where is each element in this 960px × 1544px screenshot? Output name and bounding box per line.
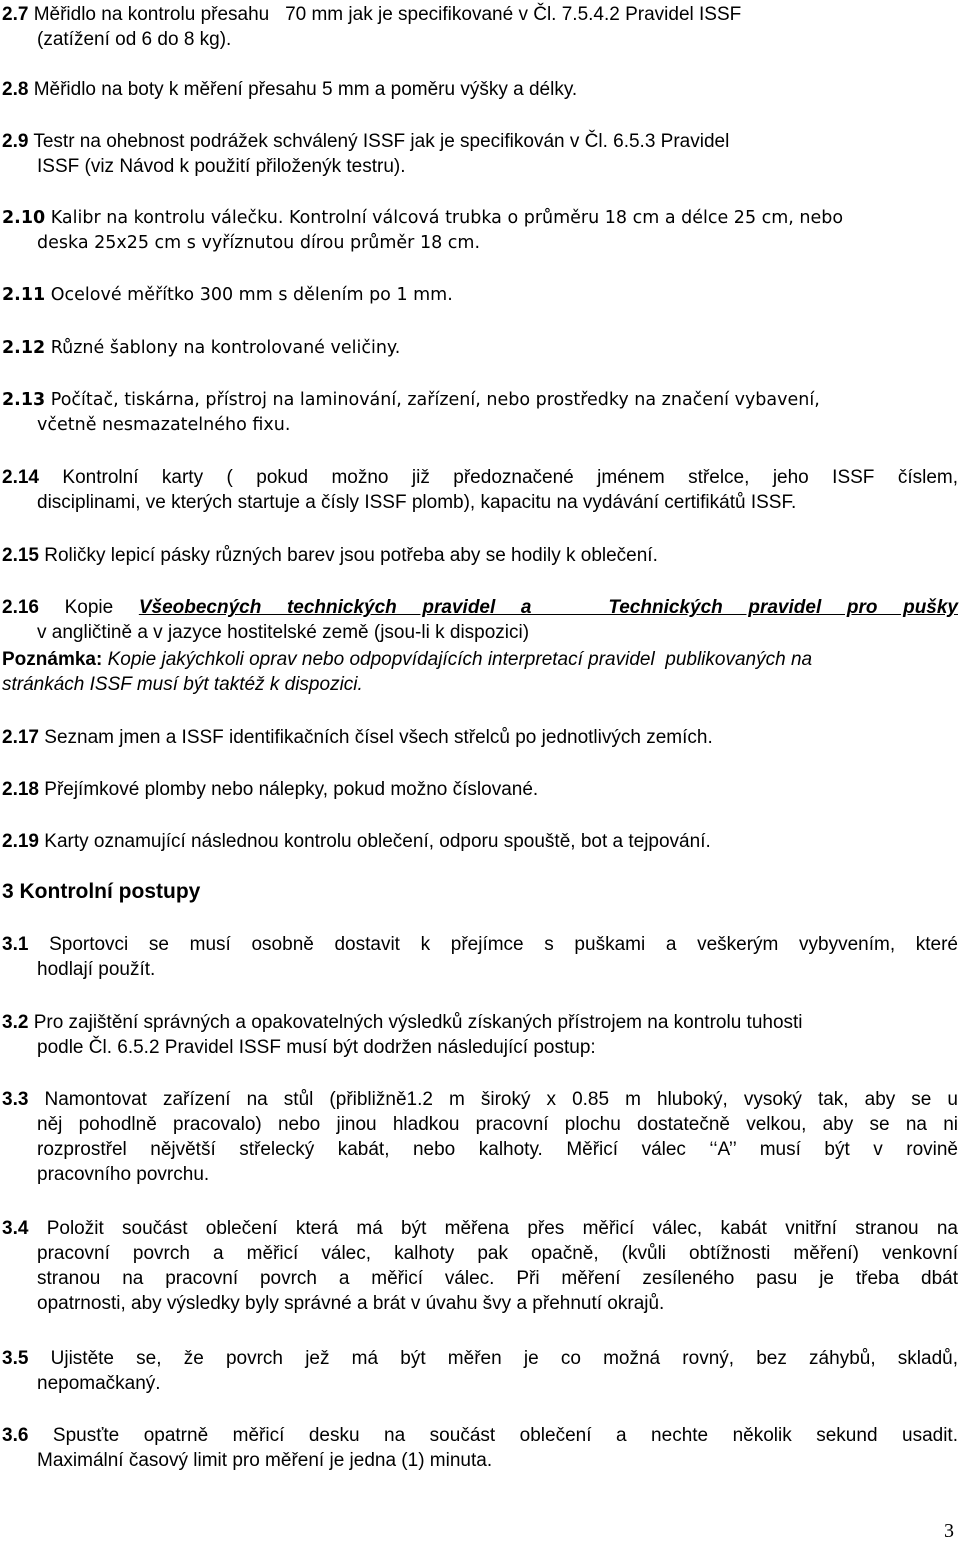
item-text-cont: deska 25x25 cm s vyříznutou dírou průměr 18 cm. [37,233,481,253]
item-text: Testr na ohebnost podrážek schválený ISSF jak je specifikován v Čl. 6.5.3 Pravidel [33,131,730,152]
list-item-2-18 [2,777,958,802]
rules-title-emphasis: Všeobecných technických pravidel a Technických pravidel pro pušky [138,597,958,618]
item-number: 2.7 [2,4,29,25]
item-number: 2.17 [2,727,39,748]
item-text: Přejímkové plomby nebo nálepky, pokud možno číslované. [44,779,539,800]
item-text-cont: nepomačkaný. [37,1373,161,1394]
item-text-cont: pracovní povrch a měřicí válec, kalhoty pak opačně, (kvůli obtížnosti měření) venkovní [37,1243,958,1264]
note-text: Kopie jakýchkoli oprav nebo odpopvídajících interpretací pravidel publikovaných na [107,649,813,670]
step-3-2 [2,1010,958,1060]
list-item-2-17 [2,725,958,750]
item-text-cont: Maximální časový limit pro měření je jedna (1) minuta. [37,1450,493,1471]
item-number: 2.11 [2,285,46,305]
item-number: 2.15 [2,545,39,566]
step-3-3 [2,1087,958,1187]
item-text-cont: disciplinami, ve kterých startuje a čísly ISSF plomb), kapacitu na vydávání certifikátů ISSF. [37,492,797,513]
item-text-cont: ISSF (viz Návod k použití přiloženýk testru). [37,156,406,177]
list-item-2-7 [2,2,958,52]
item-text-b: Kontrolní válcová trubka o průměru 18 cm a délce 25 cm, nebo [289,208,844,228]
item-number: 2.16 [2,597,39,618]
list-item-2-13 [2,388,958,438]
list-item-2-15 [2,543,958,568]
item-text: Seznam jmen a ISSF identifikačních čísel všech střelců po jednotlivých zemích. [44,727,713,748]
note-text-cont: stránkách ISSF musí být taktéž k dispozici. [2,674,363,695]
item-number: 2.8 [2,79,29,100]
item-number: 3.4 [2,1218,29,1239]
item-text: Položit součást oblečení která má být měřena přes měřicí válec, kabát vnitřní stranou na [46,1218,958,1239]
list-item-2-12 [2,336,958,361]
item-text-cont: podle Čl. 6.5.2 Pravidel ISSF musí být dodržen následující postup: [37,1037,596,1058]
list-item-2-14 [2,465,958,515]
item-text: Kontrolní karty ( pokud možno již předoznačené jménem střelce, jeho ISSF číslem, [62,467,959,488]
item-number: 3.2 [2,1012,29,1033]
item-text: Různé šablony na kontrolované veličiny. [50,338,401,358]
item-number: 2.19 [2,831,39,852]
list-item-2-9 [2,129,958,179]
list-item-2-16 [2,595,958,645]
list-item-2-11 [2,283,958,308]
list-item-2-8 [2,77,958,102]
item-text-cont: včetně nesmazatelného fixu. [37,415,291,435]
item-number: 2.18 [2,779,39,800]
page-number: 3 [944,1520,954,1542]
section-heading: 3 Kontrolní postupy [2,880,201,903]
item-number: 3.1 [2,934,29,955]
item-text: Ocelové měřítko 300 mm s dělením po 1 mm. [50,285,453,305]
step-3-6 [2,1423,958,1473]
item-text: Kalibr na kontrolu válečku. [50,208,284,228]
item-text: Spusťte opatrně měřicí desku na součást oblečení a nechte několik sekund usadit. [52,1425,958,1446]
item-number: 2.14 [2,467,39,488]
item-text: Pro zajištění správných a opakovatelných výsledků získaných přístrojem na kontrolu tuhosti [33,1012,803,1033]
note-block [2,647,958,697]
item-text: Namontovat zařízení na stůl (přibližně1.2 m široký x 0.85 m hluboký, vysoký tak, aby se u [44,1089,958,1110]
item-text: Měřidlo na boty k měření přesahu 5 mm a poměru výšky a délky. [33,79,578,100]
item-number: 2.10 [2,208,46,228]
item-number: 2.12 [2,338,46,358]
item-text-cont: hodlají použít. [37,959,156,980]
list-item-2-19 [2,829,958,854]
item-number: 2.13 [2,390,46,410]
step-3-4 [2,1216,958,1316]
note-label: Poznámka: [2,649,103,670]
step-3-5 [2,1346,958,1396]
item-text: Roličky lepicí pásky různých barev jsou potřeba aby se hodily k oblečení. [44,545,658,566]
item-number: 3.5 [2,1348,29,1369]
item-text-cont: v angličtině a v jazyce hostitelské země (jsou-li k dispozici) [37,622,530,643]
item-number: 3.6 [2,1425,29,1446]
item-text: Měřidlo na kontrolu přesahu 70 mm jak je specifikované v Čl. 7.5.4.2 Pravidel ISSF [33,4,742,25]
item-number: 2.9 [2,131,29,152]
item-text-cont: (zatížení od 6 do 8 kg). [37,29,232,50]
item-text-cont: opatrnosti, aby výsledky byly správné a brát v úvahu švy a přehnutí okrajů. [37,1293,665,1314]
item-text: Ujistěte se, že povrch jež má být měřen je co možná rovný, bez záhybů, skladů, [50,1348,958,1369]
list-item-2-10 [2,206,958,256]
item-text-cont: rozprostřel nějvětší střelecký kabát, nebo kalhoty. Měřicí válec ‘‘A’’ musí být v rovině [37,1139,958,1160]
item-text-cont: pracovního povrchu. [37,1164,210,1185]
item-text-cont: něj pohodlně pracovalo) nebo jinou hladkou pracovní plochu dostatečně velkou, aby se na ni [37,1114,958,1135]
item-text-cont: stranou na pracovní povrch a měřicí válec. Při měření zesíleného pasu je třeba dbát [37,1268,958,1289]
step-3-1 [2,932,958,982]
item-text: Kopie [64,597,114,618]
item-text: Sportovci se musí osobně dostavit k přejímce s puškami a veškerým vybyvením, které [49,934,958,955]
item-text: Počítač, tiskárna, přístroj na laminování, zařízení, nebo prostředky na značení vybavení, [50,390,820,410]
item-text: Karty oznamující následnou kontrolu oblečení, odporu spouště, bot a tejpování. [44,831,711,852]
item-number: 3.3 [2,1089,29,1110]
